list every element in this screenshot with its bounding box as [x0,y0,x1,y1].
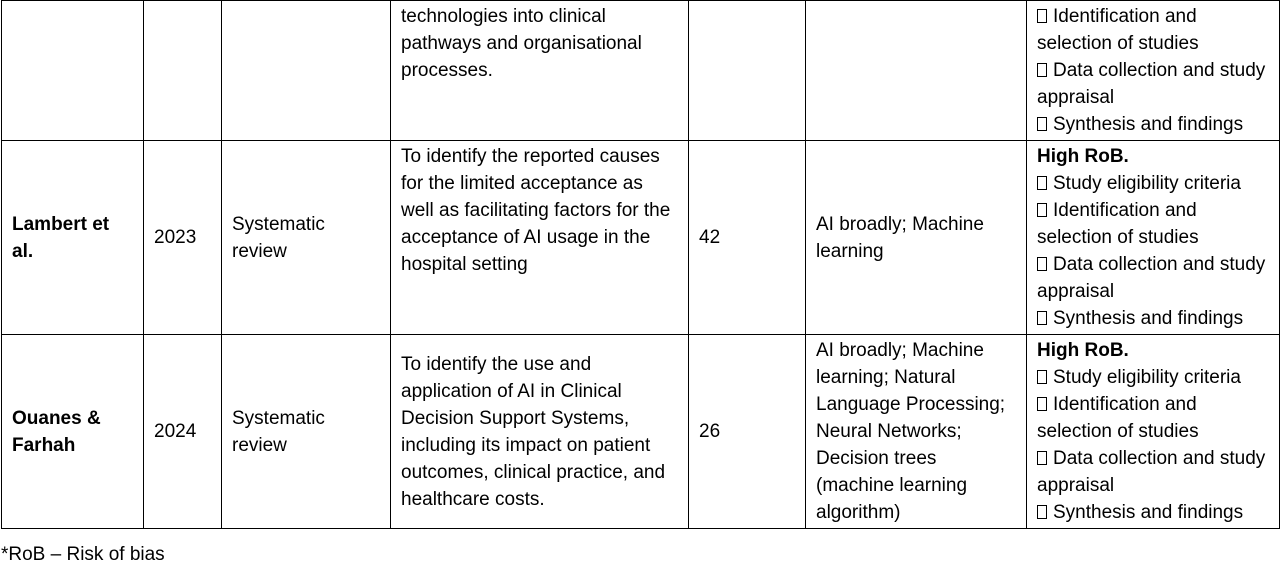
rob-item: Synthesis and findings [1037,305,1271,332]
rob-item: Data collection and study appraisal [1037,60,1266,108]
design-cell: Systematic review [222,141,391,335]
table-row [2,1,1280,141]
checkbox-icon [1037,505,1047,519]
checkbox-icon [1037,203,1047,217]
table-row [2,141,1280,335]
year-cell [144,1,222,141]
author-cell: Lambert et al. [2,141,144,335]
ai-type-cell: AI broadly; Machine learning; Natural Language Processing; Neural Networks; Decision trees (machine learning algorithm) [806,335,1027,529]
checkbox-icon [1037,451,1047,465]
year-cell: 2024 [144,335,222,529]
checkbox-icon [1037,397,1047,411]
n-cell: 42 [689,141,806,335]
checkbox-icon [1037,311,1047,325]
ai-type-cell [806,1,1027,141]
ai-type-cell: AI broadly; Machine learning [806,141,1027,335]
rob-heading: High RoB. [1037,146,1129,167]
footnote: *RoB – Risk of bias [1,544,165,565]
design-cell: Systematic review [222,335,391,529]
author-cell [2,1,144,141]
checkbox-icon [1037,63,1047,77]
checkbox-icon [1037,257,1047,271]
checkbox-icon [1037,117,1047,131]
checkbox-icon [1037,176,1047,190]
n-cell: 26 [689,335,806,529]
objective-cell: To identify the use and application of AI in Clinical Decision Support Systems, including its impact on patient outcomes, clinical practice, and healthcare costs. [391,335,689,529]
rob-item: Synthesis and findings [1037,111,1271,138]
rob-cell [1027,141,1280,335]
checkbox-icon [1037,9,1047,23]
rob-item: Identification and selection of studies [1037,394,1199,442]
objective-cell: technologies into clinical pathways and organisational processes. [391,1,689,141]
objective-cell: To identify the reported causes for the limited acceptance as well as facilitating factors for the acceptance of AI usage in the hospital setting [391,141,689,335]
rob-cell [1027,1,1280,141]
rob-cell [1027,335,1280,529]
rob-item: Study eligibility criteria [1037,364,1271,391]
rob-item: Identification and selection of studies [1037,6,1199,54]
design-cell [222,1,391,141]
rob-item: Data collection and study appraisal [1037,254,1266,302]
rob-heading: High RoB. [1037,340,1129,361]
review-table [1,0,1280,529]
n-cell [689,1,806,141]
rob-item: Identification and selection of studies [1037,200,1199,248]
year-cell: 2023 [144,141,222,335]
rob-item: Study eligibility criteria [1037,170,1271,197]
rob-item: Data collection and study appraisal [1037,448,1266,496]
rob-item: Synthesis and findings [1037,499,1271,526]
author-cell: Ouanes & Farhah [2,335,144,529]
checkbox-icon [1037,370,1047,384]
table-row [2,335,1280,529]
